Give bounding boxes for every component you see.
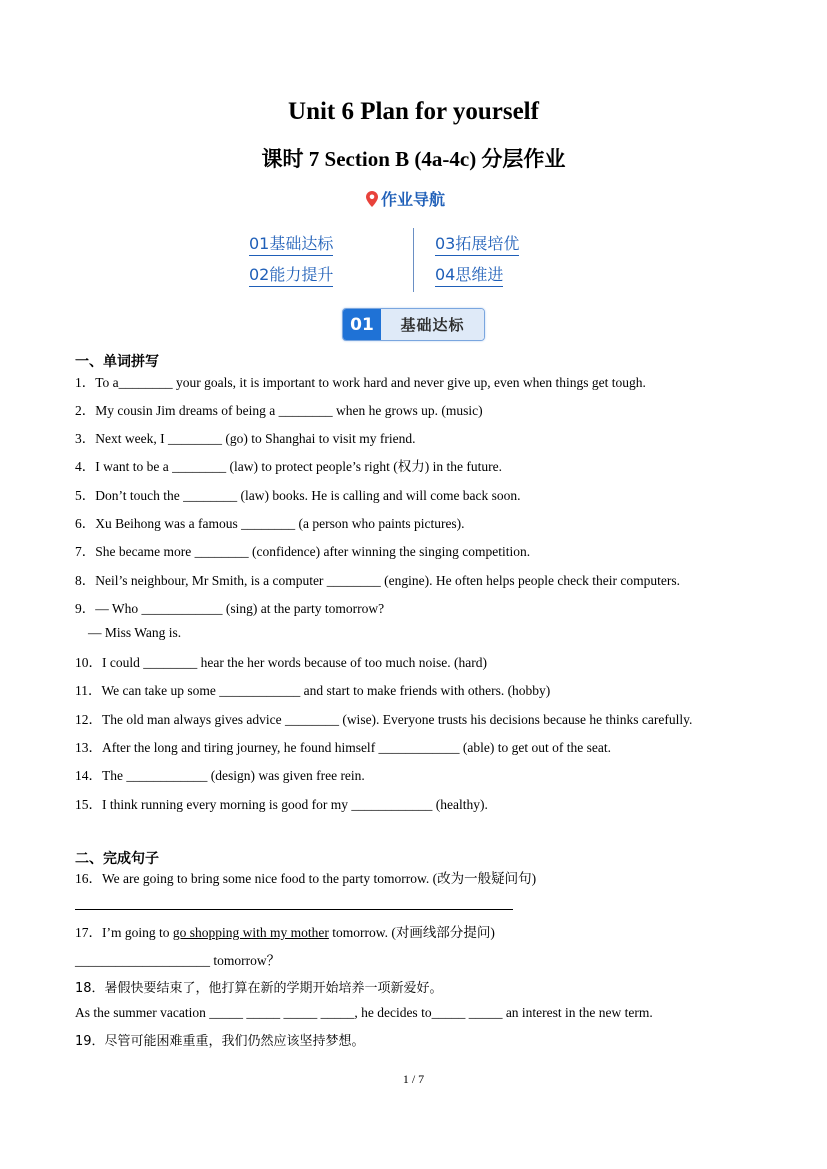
question-item: 10．I could ________ hear the her words because of too much noise. (hard): [75, 655, 488, 670]
q17-suffix: tomorrow. (对画线部分提问): [328, 925, 495, 940]
question-item: 1．To a________ your goals, it is important to work hard and never give up, even when things get tough.: [75, 375, 646, 390]
homework-nav-heading: [366, 187, 445, 210]
section-badge: [342, 308, 485, 341]
nav-heading-text: 作业导航: [381, 190, 446, 209]
answer-line: ____________________ tomorrow？: [75, 953, 281, 968]
question-item: 14．The ____________ (design) was given free rein.: [75, 768, 365, 783]
question-item: 12．The old man always gives advice ________ (wise). Everyone trusts his decisions because he thinks carefully.: [75, 712, 693, 727]
question-item: 3．Next week, I ________ (go) to Shanghai to visit my friend.: [75, 431, 416, 446]
question-item: 19．尽管可能困难重重，我们仍然应该坚持梦想。: [75, 1034, 365, 1049]
lesson-subtitle: 课时 7 Section B (4a-4c) 分层作业: [261, 147, 566, 171]
nav-link-ability[interactable]: 02能力提升: [249, 265, 333, 287]
section-title-sentences: 二、完成句子: [75, 851, 159, 867]
question-item: 8．Neil’s neighbour, Mr Smith, is a computer ________ (engine). He often helps people check their computers.: [75, 573, 680, 588]
question-item: 4．I want to be a ________ (law) to protect people’s right (权力) in the future.: [75, 459, 503, 474]
page-number: 1 / 7: [402, 1072, 425, 1086]
answer-line: — Miss Wang is.: [88, 625, 182, 640]
question-item: 16．We are going to bring some nice food to the party tomorrow. (改为一般疑问句): [75, 871, 537, 886]
nav-link-thinking[interactable]: 04思维进: [435, 265, 503, 287]
answer-rule: [75, 909, 513, 910]
answer-line: As the summer vacation _____ _____ _____ _____, he decides to_____ _____ an interest in the new term.: [75, 1005, 653, 1020]
question-item: 15．I think running every morning is good for my ____________ (healthy).: [75, 797, 488, 812]
question-item: 5．Don’t touch the ________ (law) books. He is calling and will come back soon.: [75, 488, 521, 503]
nav-link-extend[interactable]: 03拓展培优: [435, 234, 519, 256]
question-item: 18．暑假快要结束了，他打算在新的学期开始培养一项新爱好。: [75, 981, 443, 996]
unit-title: Unit 6 Plan for yourself: [288, 98, 539, 125]
section-title-spelling: 一、单词拼写: [75, 354, 159, 370]
nav-divider: [413, 228, 414, 292]
q17-underlined: go shopping with my mother: [172, 925, 329, 940]
badge-number: 01: [343, 309, 381, 340]
question-item: [75, 921, 495, 941]
question-item: 9．— Who ____________ (sing) at the party tomorrow?: [75, 601, 385, 616]
map-pin-icon: [366, 191, 378, 207]
badge-label: 基础达标: [381, 309, 484, 340]
nav-link-basic[interactable]: 01基础达标: [249, 234, 333, 256]
question-item: 6．Xu Beihong was a famous ________ (a person who paints pictures).: [75, 516, 465, 531]
question-item: 7．She became more ________ (confidence) after winning the singing competition.: [75, 544, 531, 559]
question-item: 11．We can take up some ____________ and start to make friends with others. (hobby): [75, 683, 551, 698]
q17-prefix: 17．I’m going to: [75, 925, 173, 940]
question-item: 2．My cousin Jim dreams of being a ________ when he grows up. (music): [75, 403, 483, 418]
question-item: 13．After the long and tiring journey, he found himself ____________ (able) to get out of the seat.: [75, 740, 612, 755]
